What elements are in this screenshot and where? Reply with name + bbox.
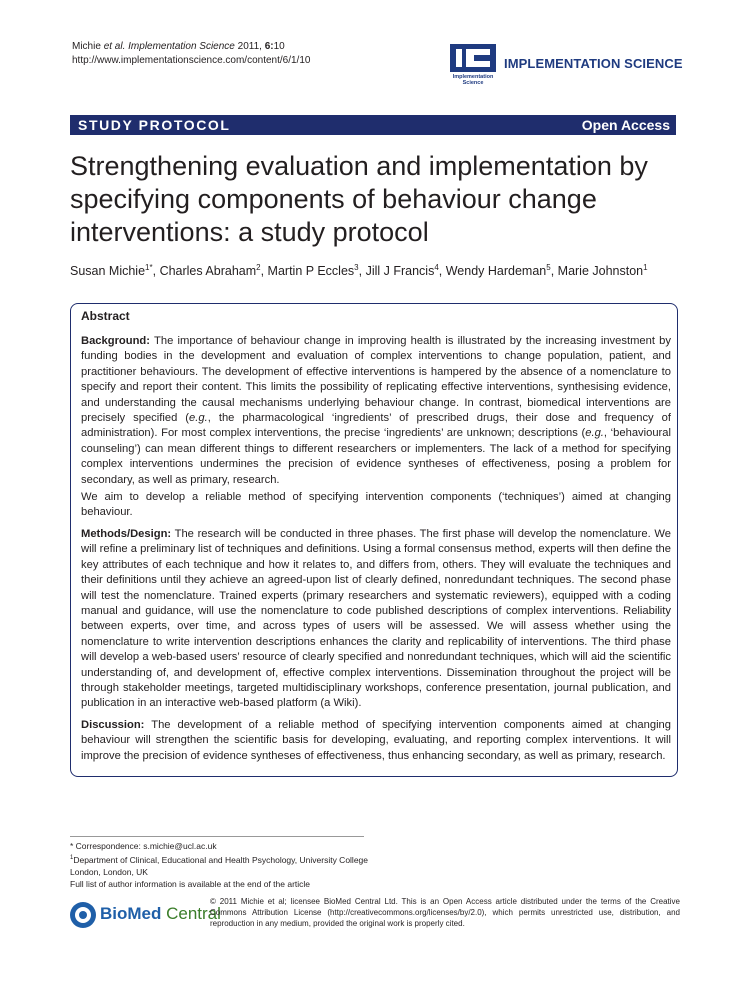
full-list-note: Full list of author information is available at the end of the article xyxy=(70,878,311,889)
license-statement: © 2011 Michie et al; licensee BioMed Central Ltd. This is an Open Access article distributed under the terms of the Creative Commons Attribution License (http://creativecommons.org/licenses/by/2.0), which permits unrestricted use, distribution, and reproduction in any medium, provided the original work is properly cited. xyxy=(210,897,680,928)
abstract-aim: We aim to develop a reliable method of specifying intervention components (‘techniques’) aimed at changing behaviour. xyxy=(81,491,671,519)
citation-header xyxy=(72,40,310,68)
author-name[interactable]: Jill J Francis xyxy=(365,264,435,279)
abstract-discussion: Discussion: The development of a reliable method of specifying intervention components aimed at changing behaviour will strengthen the scientific basis for developing, evaluating, and reporting complex interventions. It will improve the precision of evidence syntheses of effectiveness, thus enhancing secondary, as well as primary, research. xyxy=(81,718,671,762)
author-name[interactable]: Wendy Hardeman xyxy=(445,264,547,279)
article-title: Strengthening evaluation and implementation by specifying components of behaviour change interventions: a study protocol xyxy=(70,151,648,247)
open-access-label[interactable]: Open Access xyxy=(581,117,670,133)
correspondence-note[interactable]: * Correspondence: s.michie@ucl.ac.uk xyxy=(70,841,217,851)
author-name[interactable]: Susan Michie xyxy=(70,264,146,279)
author-name[interactable]: Martin P Eccles xyxy=(267,264,355,279)
abstract-box xyxy=(70,303,678,777)
journal-logo[interactable] xyxy=(450,44,683,90)
author-list: Susan Michie$^{1*}$, Charles Abraham$^2$, Martin P Eccles$^3$, Jill J Francis$^4$, Wendy Hardeman$^5$, Marie Johnston$^1$ xyxy=(70,263,648,279)
citation-line-1: Michie et al. Implementation Science 2011, 6:10 xyxy=(72,41,285,52)
affiliation-note: $^1$Department of Clinical, Educational and Health Psychology, University College London, London, UK xyxy=(70,854,369,877)
author-name[interactable]: Charles Abraham xyxy=(159,264,257,279)
footnotes xyxy=(70,840,370,890)
biomed-central-wordmark: BioMed Central xyxy=(100,904,221,923)
biomed-central-logo[interactable] xyxy=(70,898,221,930)
abstract-heading: Abstract xyxy=(81,309,130,323)
implementation-science-logo-icon xyxy=(450,44,496,72)
abstract-methods: Methods/Design: The research will be conducted in three phases. The first phase will develop the nomenclature. We will refine a preliminary list of techniques and definitions. Using a formal consensus method, experts will then define the key attributes of each technique and how it relates to, and differs from, others. They will evaluate the techniques and their definitions until they achieve an agreed-upon list of clearly defined, nonredundant techniques. The second phase will test the nomenclature. Trained experts (primary researchers and systematic reviewers), equipped with a coding manual and guidance, will use the nomenclature to code published descriptions of complex interventions. Reliability between experts, over time, and across types of users will be assessed. We will assess whether using the nomenclature to write intervention descriptions enhances the clarity and replicability of interventions. The third phase will develop a web-based users’ resource of clearly specified and nonredundant techniques, which will aid the scientific understanding of, and development of, effective complex interventions. Dissemination throughout the project will be through stakeholder meetings, targeted multidisciplinary workshops, conference presentation, journal publication, and publication in an interactive web-based platform (a Wiki). xyxy=(81,527,671,710)
journal-name: IMPLEMENTATION SCIENCE xyxy=(504,56,683,71)
abstract-body xyxy=(81,334,671,766)
article-type-banner xyxy=(70,115,676,135)
logo-subtext: Implementation Science xyxy=(452,74,494,86)
footnote-divider xyxy=(70,836,364,837)
biomed-central-circle-icon xyxy=(70,902,96,928)
author-name[interactable]: Marie Johnston xyxy=(557,264,644,279)
abstract-background: Background: The importance of behaviour change in improving health is illustrated by the increasing investment by funding bodies in the development and evaluation of complex interventions to change population, patient, and practitioner behaviours. The development of effective interventions is hampered by the absence of a nomenclature to specify and report their content. This limits the possibility of replicating effective interventions, synthesising evidence, and understanding the causal mechanisms underlying behaviour change. In contrast, biomedical interventions are precisely specified (e.g., the pharmacological ‘ingredients’ of prescribed drugs, their dose and frequency of administration). For most complex interventions, the precise ‘ingredients’ are unknown; descriptions (e.g., ‘behavioural counseling’) can mean different things to different researchers or implementers. The lack of a method for specifying complex interventions undermines the precision of evidence syntheses of effectiveness, posing a problem for secondary, as well as primary, research. xyxy=(81,335,671,486)
article-type-label: STUDY PROTOCOL xyxy=(78,117,231,133)
citation-url[interactable]: http://www.implementationscience.com/content/6/1/10 xyxy=(72,55,311,66)
